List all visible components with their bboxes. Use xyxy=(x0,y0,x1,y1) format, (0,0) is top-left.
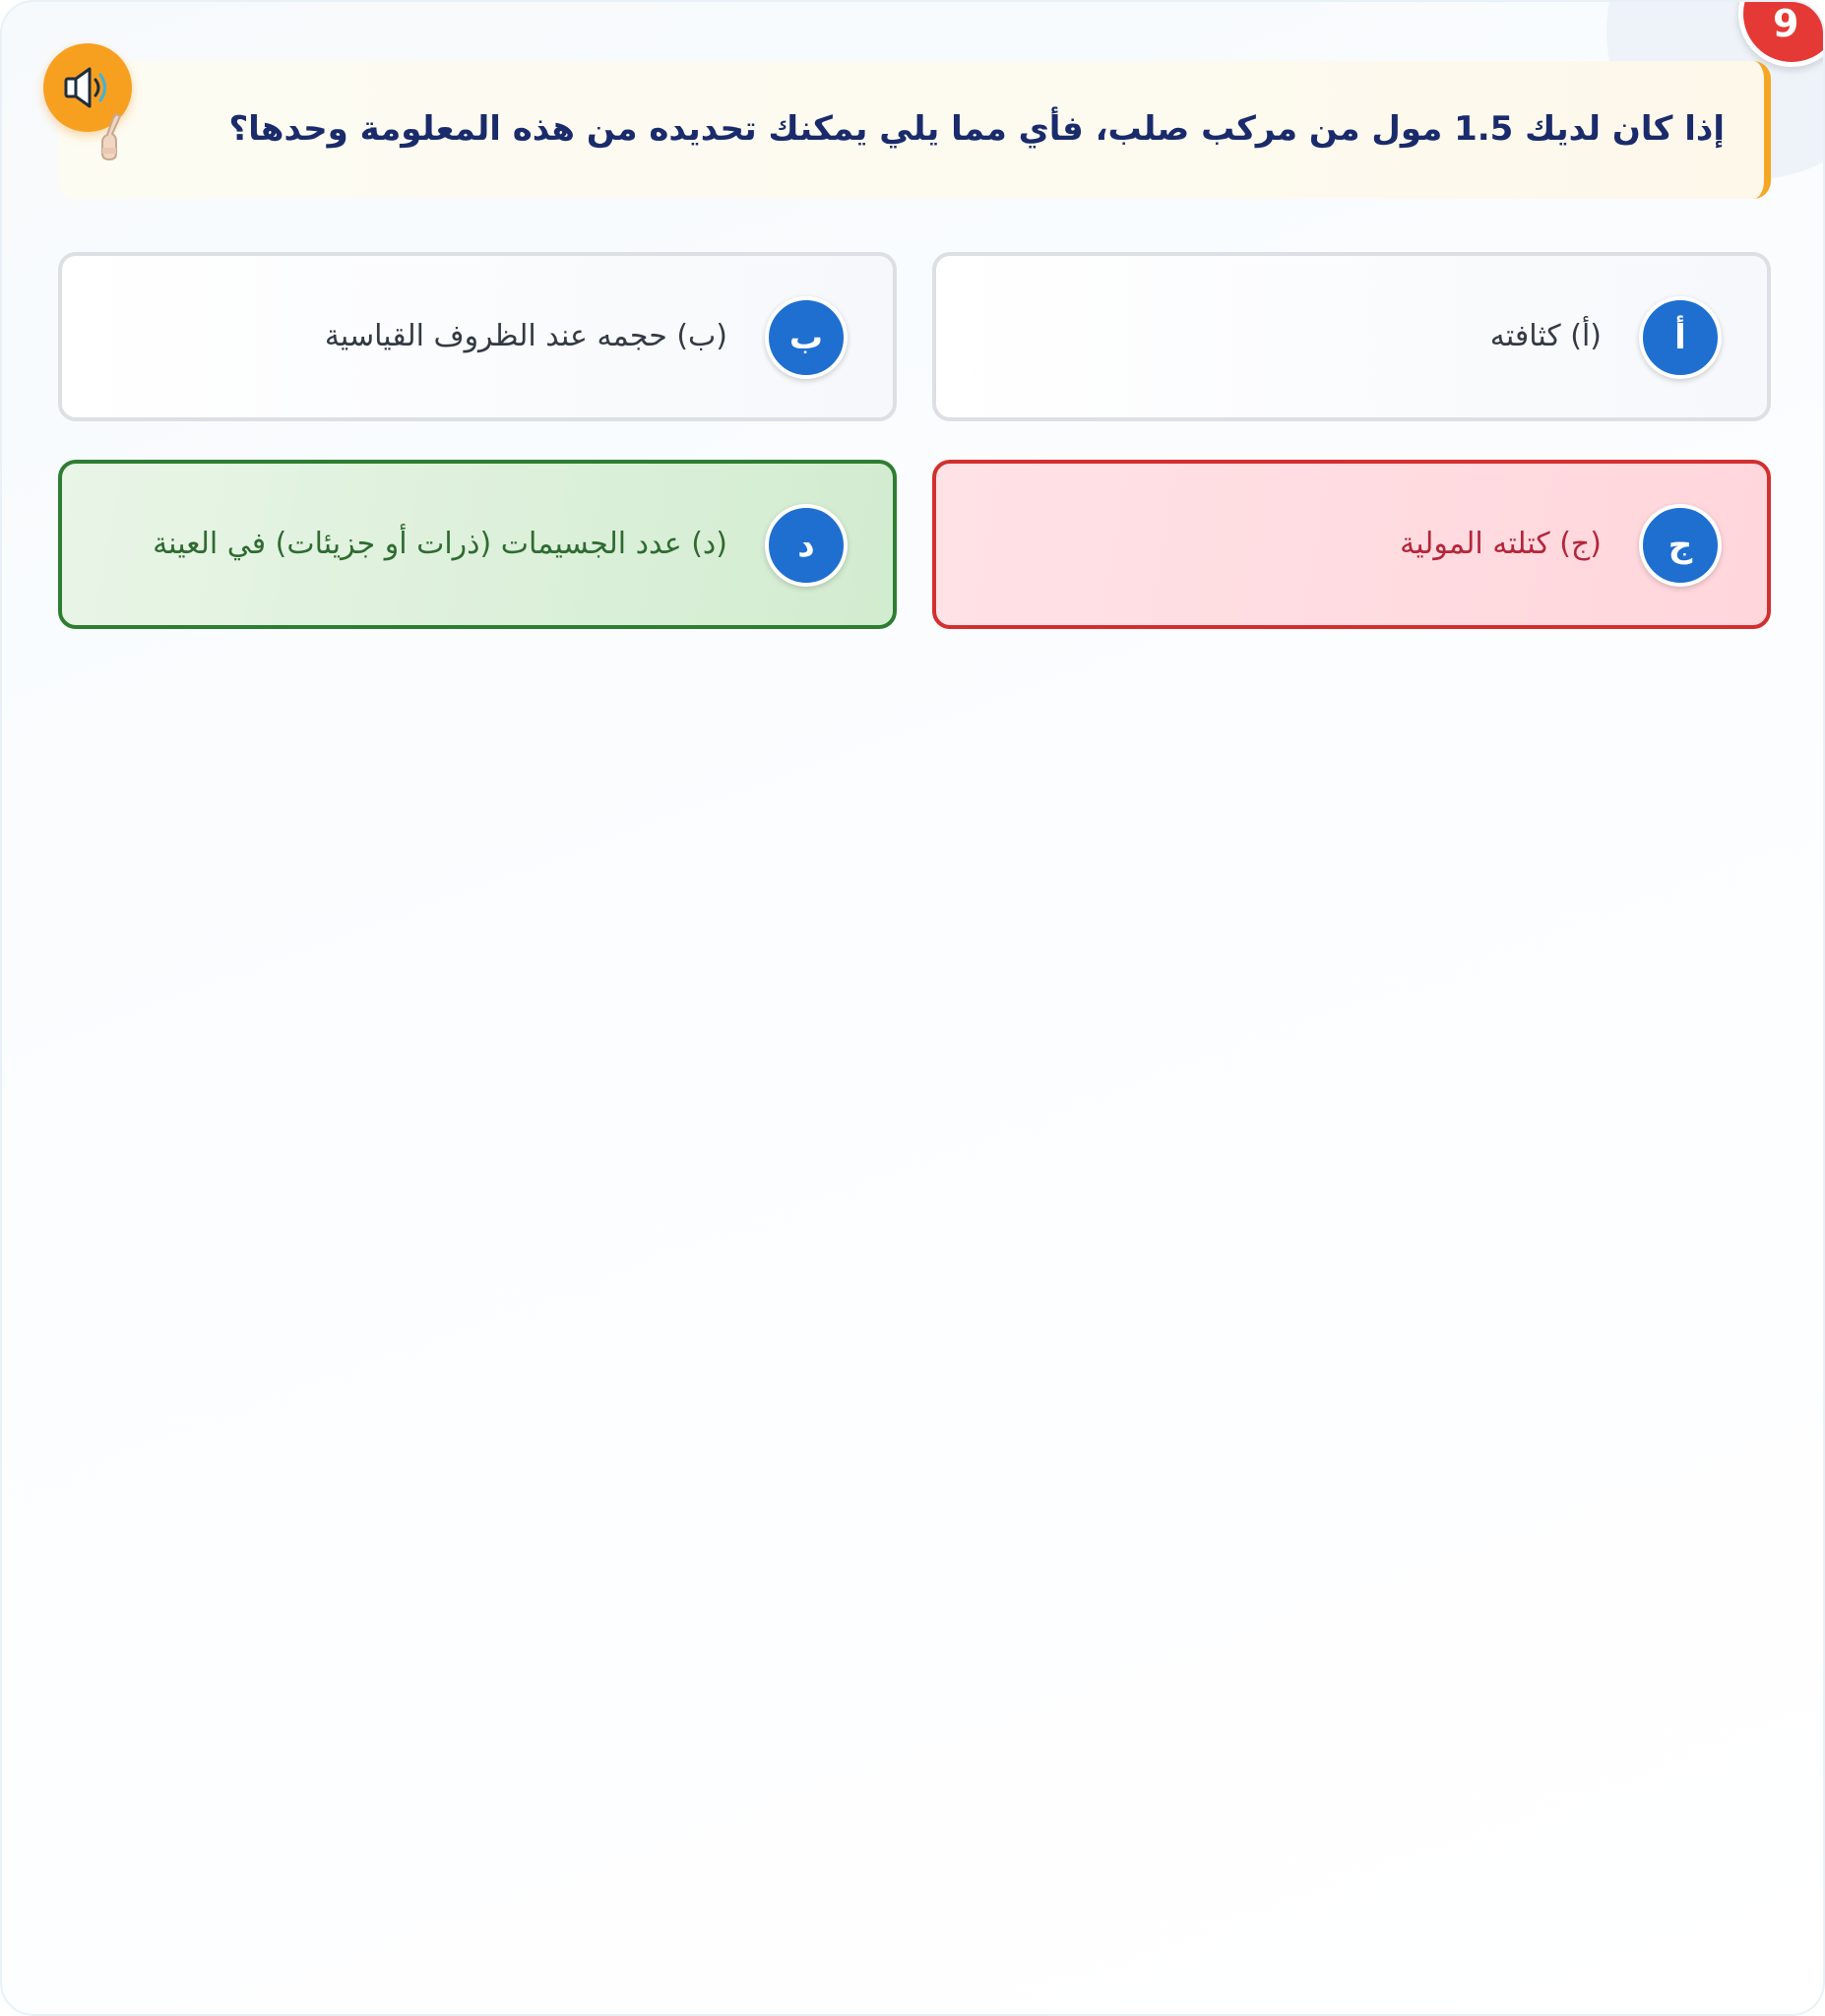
option-d-letter: د xyxy=(765,504,848,587)
speaker-icon xyxy=(60,61,115,114)
option-b-text: (ب) حجمه عند الظروف القياسية xyxy=(324,319,727,353)
question-card xyxy=(58,61,1771,199)
question-number: 9 xyxy=(1773,2,1799,45)
option-a-letter: أ xyxy=(1639,296,1722,379)
option-c[interactable] xyxy=(932,460,1771,629)
option-c-text: (ج) كتلته المولية xyxy=(1400,527,1602,561)
option-b[interactable] xyxy=(58,252,897,421)
option-c-letter: ج xyxy=(1639,504,1722,587)
option-d-text: (د) عدد الجسيمات (ذرات أو جزيئات) في العينة xyxy=(153,527,727,561)
option-a[interactable] xyxy=(932,252,1771,421)
option-b-letter: ب xyxy=(765,296,848,379)
question-text: إذا كان لديك 1.5 مول من مركب صلب، فأي مما يلي يمكنك تحديده من هذه المعلومة وحدها؟ xyxy=(228,109,1725,149)
option-a-text: (أ) كثافته xyxy=(1489,319,1602,353)
pointing-hand-icon xyxy=(96,112,126,161)
option-d[interactable] xyxy=(58,460,897,629)
